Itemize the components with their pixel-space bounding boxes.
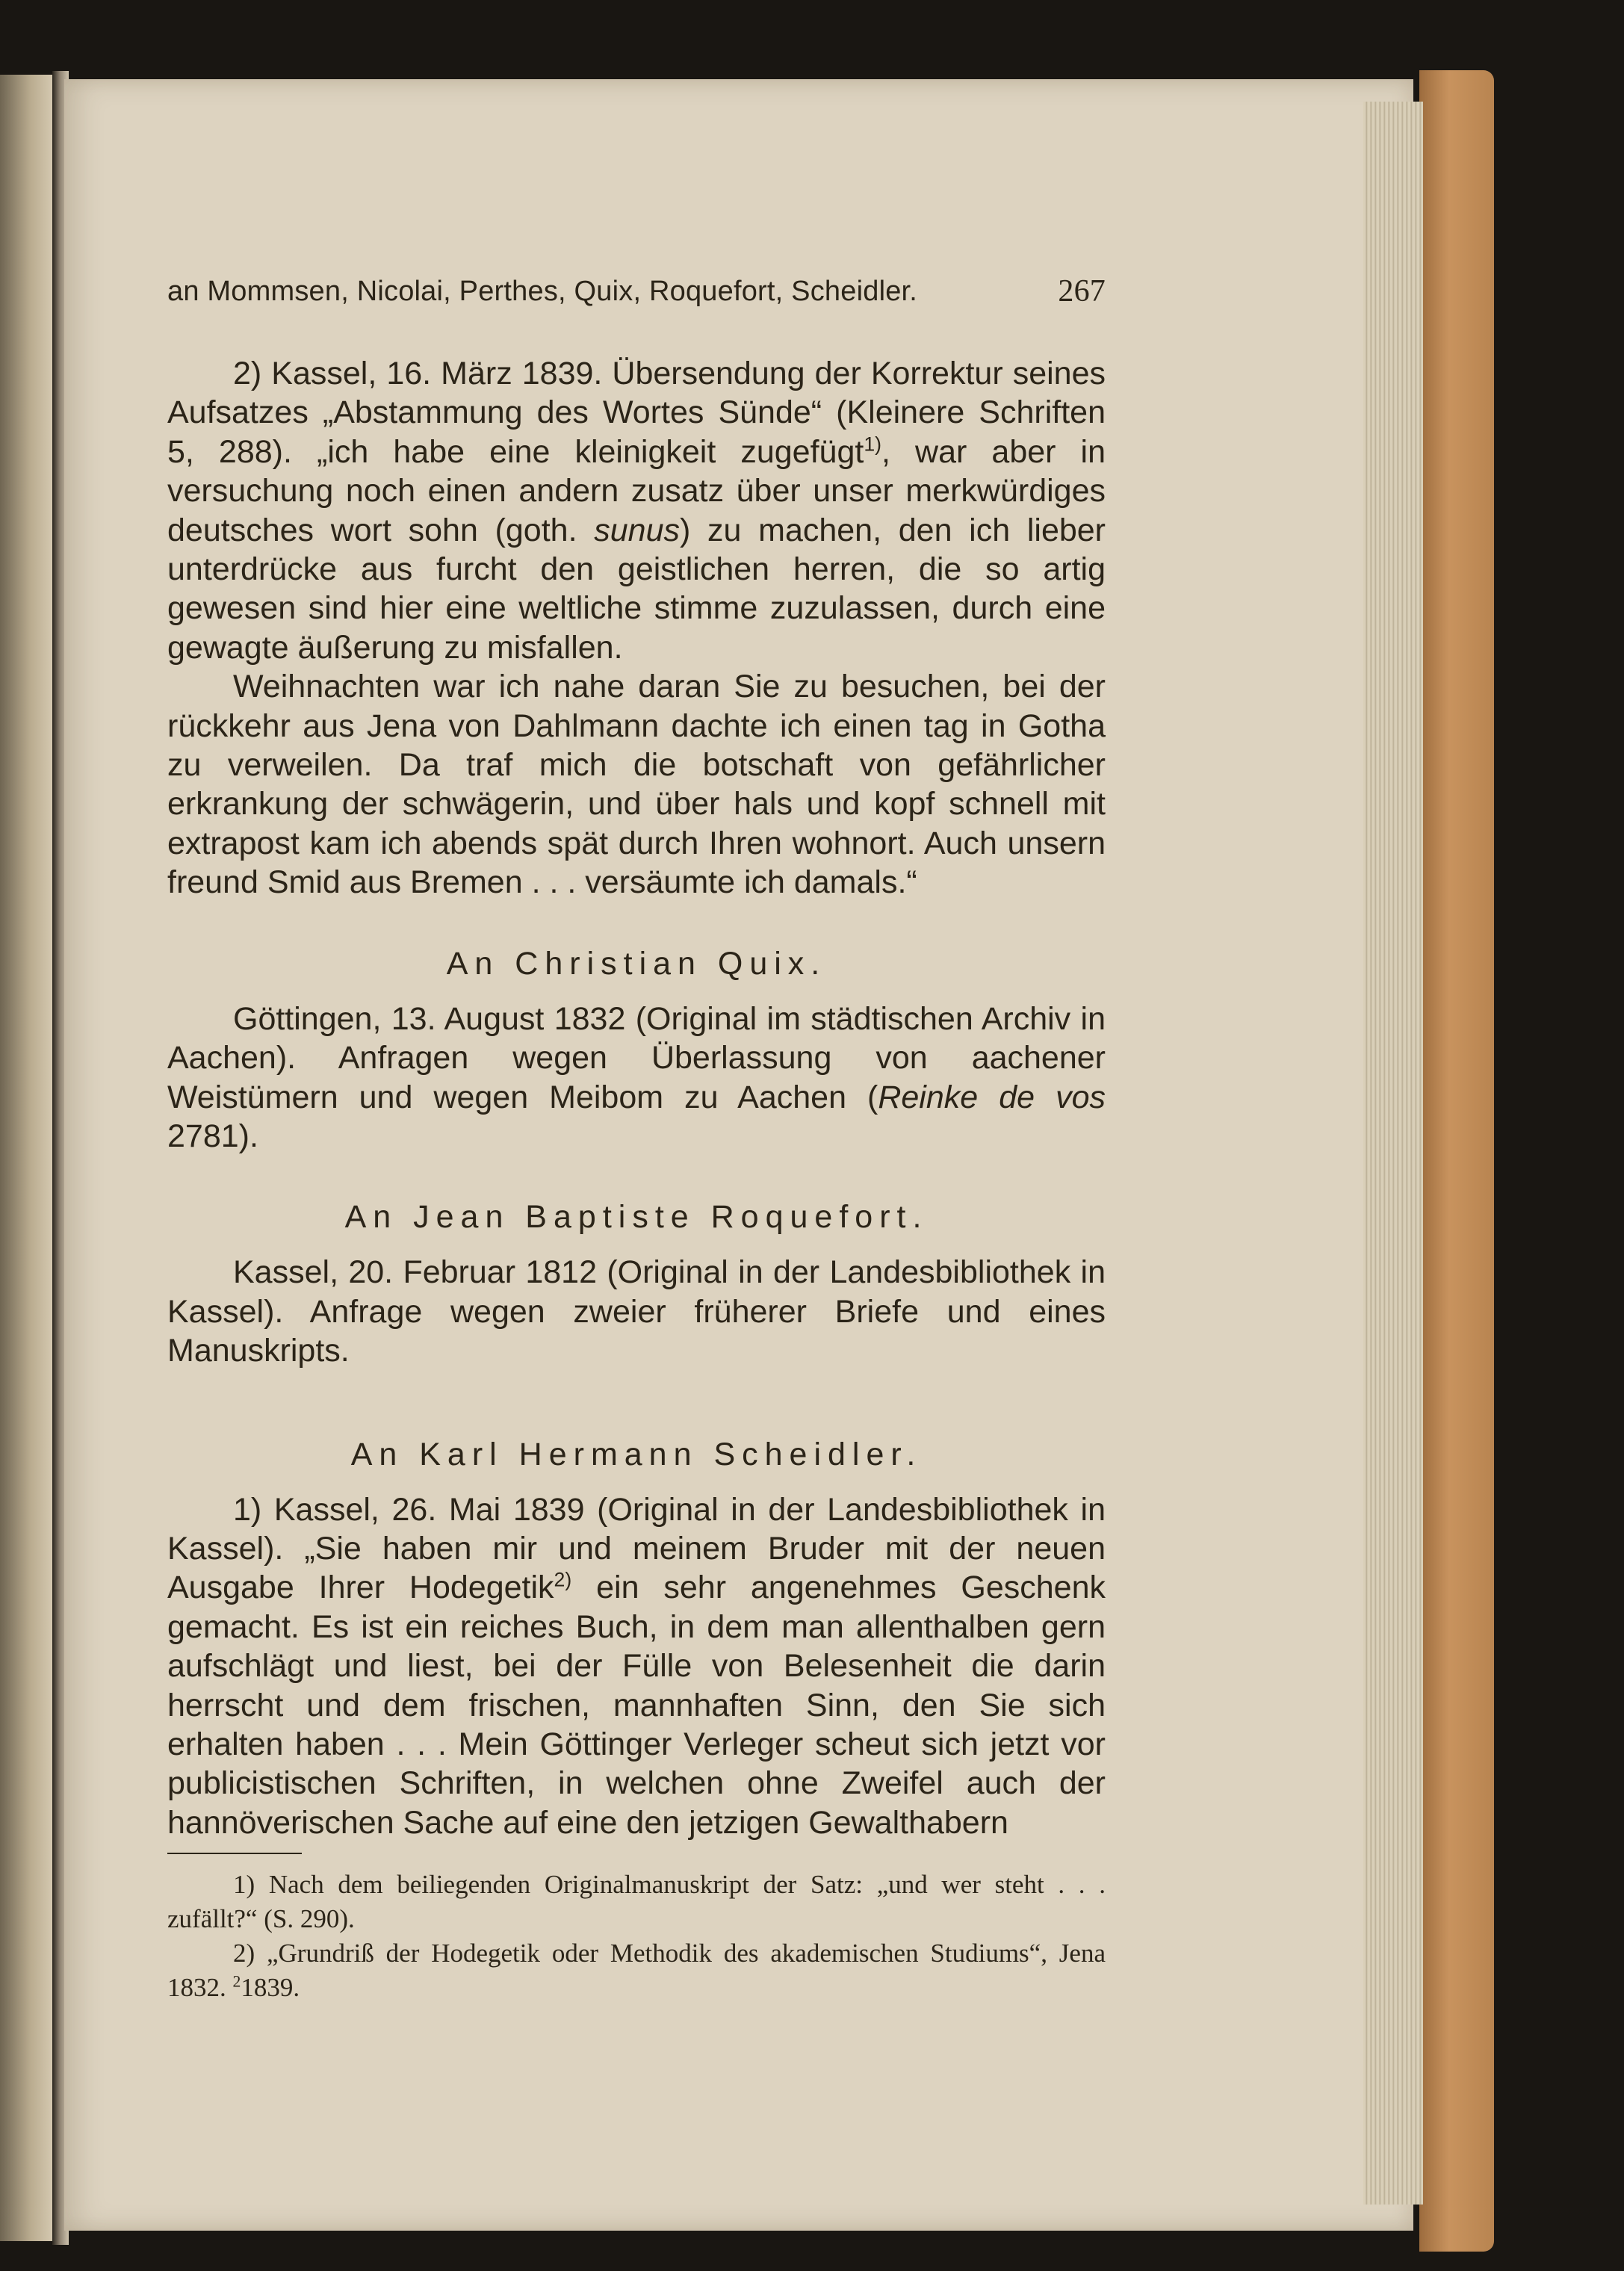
running-head-title: an Mommsen, Nicolai, Perthes, Quix, Roquefort, Scheidler. bbox=[167, 276, 918, 307]
page-number: 267 bbox=[1058, 274, 1106, 309]
letter-paragraph bbox=[167, 1490, 1106, 1843]
footnote-2 bbox=[167, 1936, 1106, 2005]
letter-text: 2781). bbox=[167, 1118, 258, 1154]
edition-superscript: 2 bbox=[232, 1972, 241, 1991]
letter-paragraph bbox=[167, 1000, 1106, 1156]
footnote-ref: 1) bbox=[864, 433, 882, 456]
italic-word: sunus bbox=[594, 512, 680, 548]
footnote-1: 1) Nach dem beiliegenden Originalmanuskript der Satz: „und wer steht . . . zufällt?“ (S. 290). bbox=[167, 1870, 1106, 1934]
letter-text: ) zu machen, den ich lieber unterdrücke aus furcht den geistlichen herren, die so artig gewesen sind hier eine weltliche stimme zuzulassen, durch eine gewagte äußerung zu misfallen. bbox=[167, 512, 1106, 666]
facing-page-edge bbox=[0, 75, 55, 2241]
letter-text: ein sehr angenehmes Geschenk gemacht. Es ist ein reiches Buch, in dem man allenthalben gern aufschlägt und liest, bei der Fülle von Belesenheit die darin herrscht und dem frischen, mannhaften Sinn, den Sie sich erhalten haben . . . Mein Göttinger Verleger scheut sich jetzt vor publicistischen Schriften, in welchen ohne Zweifel auch der hannöverischen Sache auf eine den jetzigen Gewalthabern bbox=[167, 1570, 1106, 1841]
footnote-text: 1839. bbox=[241, 1973, 300, 2003]
letter-paragraph: Weihnachten war ich nahe daran Sie zu besuchen, bei der rückkehr aus Jena von Dahlmann dachte ich einen tag in Gotha zu verweilen. Da traf mich die botschaft von gefährlicher erkrankung der schwägerin, und über hals und kopf schnell mit extrapost kam ich abends spät durch Ihren wohnort. Auch unsern freund Smid aus Bremen . . . versäumte ich damals.“ bbox=[167, 669, 1106, 901]
page-content bbox=[167, 269, 1106, 2005]
letter-paragraph bbox=[167, 354, 1106, 667]
section-heading-scheidler: An Karl Hermann Scheidler. bbox=[350, 1436, 923, 1472]
page-stack-edges bbox=[1363, 102, 1423, 2205]
running-head bbox=[167, 269, 1106, 314]
letter-text: , war aber in versuchung noch einen andern zusatz über unser merkwürdiges deutsches wort sohn (goth. bbox=[167, 433, 1106, 548]
letter-text: 2) Kassel, 16. März 1839. Übersendung der Korrektur seines Aufsatzes „Abstammung des Wortes Sünde“ (Kleinere Schriften 5, 288). „ich habe eine kleinigkeit zugefügt bbox=[167, 356, 1106, 470]
body-text bbox=[167, 354, 1106, 1842]
letter-text: Göttingen, 13. August 1832 (Original im städtischen Archiv in Aachen). Anfragen wegen Überlassung von aachener Weistümern und wegen Meibom zu Aachen ( bbox=[167, 1000, 1106, 1115]
footnote-ref: 2) bbox=[554, 1569, 572, 1592]
footnotes bbox=[167, 1868, 1106, 2005]
book-cover-edge bbox=[1419, 70, 1494, 2252]
section-heading-roquefort: An Jean Baptiste Roquefort. bbox=[344, 1199, 929, 1236]
section-heading-quix: An Christian Quix. bbox=[446, 945, 827, 982]
letter-text: 1) Kassel, 26. Mai 1839 (Original in der Landesbibliothek in Kassel). „Sie haben mir und meinem Bruder mit der neuen Ausgabe Ihrer Hodegetik bbox=[167, 1491, 1106, 1606]
italic-title: Reinke de vos bbox=[878, 1079, 1106, 1115]
letter-paragraph: Kassel, 20. Februar 1812 (Original in der Landesbibliothek in Kassel). Anfrage wegen zweier früherer Briefe und eines Manuskripts. bbox=[167, 1254, 1106, 1369]
footnote-text: 2) „Grundriß der Hodegetik oder Methodik des akademischen Studiums“, Jena 1832. bbox=[167, 1939, 1106, 2003]
footnote-rule bbox=[167, 1853, 302, 1854]
